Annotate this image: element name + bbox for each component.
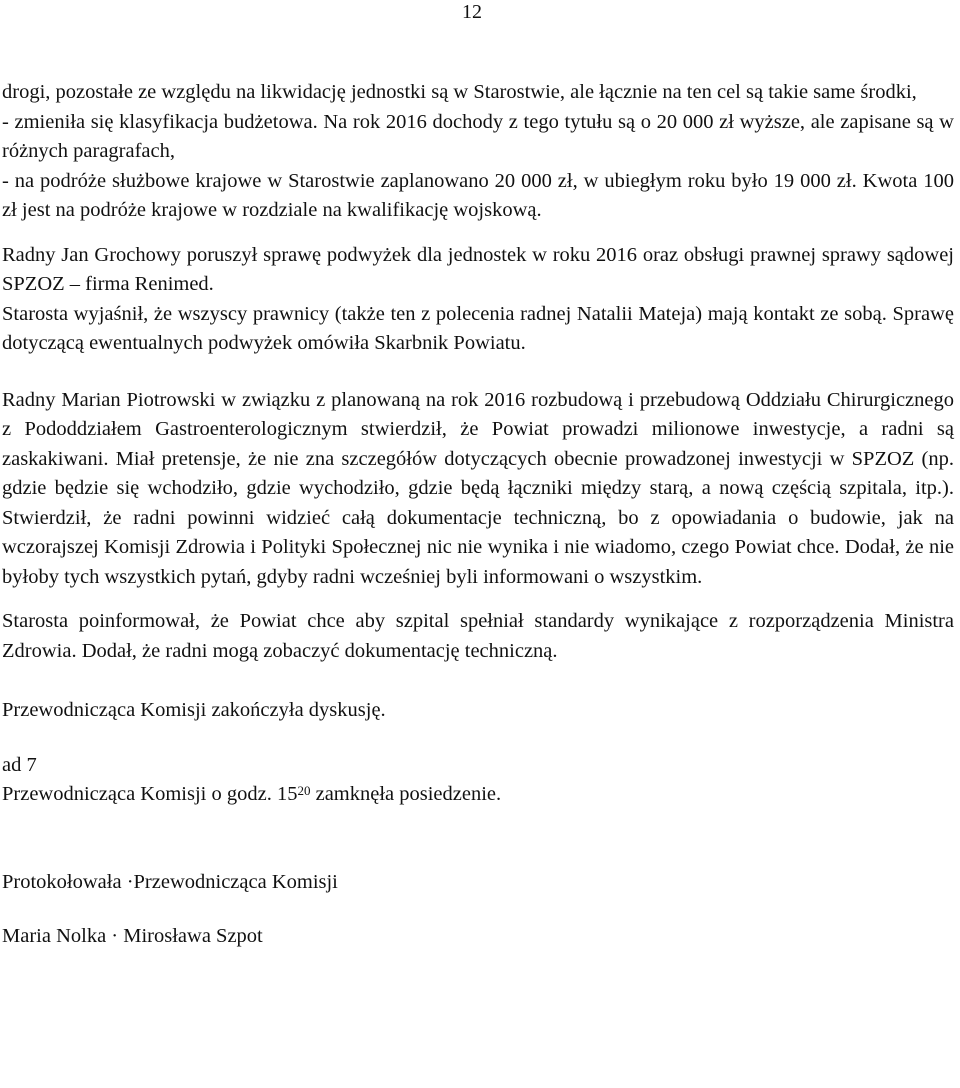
document-body bbox=[2, 78, 954, 952]
paragraph-business-travel: - na podróże służbowe krajowe w Starostwie zaplanowano 20 000 zł, w ubiegłym roku było 19 000 zł. Kwota 100 zł jest na podróże krajowe w rozdziale na kwalifikację wojskową. bbox=[2, 169, 954, 221]
paragraph-continuation: drogi, pozostałe ze względu na likwidację jednostki są w Starostwie, ale łącznie na ten cel są takie same środki, bbox=[2, 81, 917, 103]
signature-roles: Protokołowała ·Przewodnicząca Komisji bbox=[2, 870, 338, 893]
agenda-item-ad-7: ad 7 bbox=[2, 753, 37, 776]
paragraph-starosta-explanation: Starosta wyjaśnił, że wszyscy prawnicy (także ten z polecenia radnej Natalii Mateja) mają kontakt ze sobą. Sprawę dotyczącą ewentualnych podwyżek omówiła Skarbnik Powiatu. bbox=[2, 302, 954, 354]
paragraph-grochowy: Radny Jan Grochowy poruszył sprawę podwyżek dla jednostek w roku 2016 oraz obsługi prawnej sprawy sądowej SPZOZ – firma Renimed. bbox=[2, 243, 954, 295]
meeting-closing bbox=[2, 780, 954, 810]
page-number: 12 bbox=[462, 1, 482, 23]
paragraph-piotrowski: Radny Marian Piotrowski w związku z planowaną na rok 2016 rozbudową i przebudową Oddziału Chirurgicznego z Pododdziałem Gastroenterologicznym stwierdził, że Powiat prowadzi milionowe inwestycje, a radni są zaskakiwani. Miał pretensje, że nie zna szczegółów dotyczących obecnie prowadzonej inwestycji w SPZOZ (np. gdzie będzie się wchodziło, gdzie wychodziło, gdzie będą łączniki między starą, a nową częścią szpitala, itp.). Stwierdził, że radni powinni widzieć całą dokumentacje techniczną, bo z opowiadania o budowie, jak na wczorajszej Komisji Zdrowia i Polityki Społecznej nic nie wynika i nie wiadomo, czego Powiat chce. Dodał, że nie byłoby tych wszystkich pytań, gdyby radni wcześniej byli informowani o wszystkim. bbox=[2, 388, 954, 588]
closing-text-after: zamknęła posiedzenie. bbox=[310, 783, 502, 805]
signature-names: Maria Nolka · Mirosława Szpot bbox=[2, 925, 263, 947]
paragraph-discussion-closed: Przewodnicząca Komisji zakończyła dyskusję. bbox=[2, 699, 386, 721]
closing-text-before: Przewodnicząca Komisji o godz. 15 bbox=[2, 783, 298, 805]
closing-time-minutes: 20 bbox=[297, 783, 311, 798]
paragraph-starosta-information: Starosta poinformował, że Powiat chce aby szpital spełniał standardy wynikające z rozporządzenia Ministra Zdrowia. Dodał, że radni mogą zobaczyć dokumentację techniczną. bbox=[2, 610, 954, 662]
paragraph-budget-classification: - zmieniła się klasyfikacja budżetowa. Na rok 2016 dochody z tego tytułu są o 20 000 zł wyższe, ale zapisane są w różnych paragrafach, bbox=[2, 110, 954, 162]
